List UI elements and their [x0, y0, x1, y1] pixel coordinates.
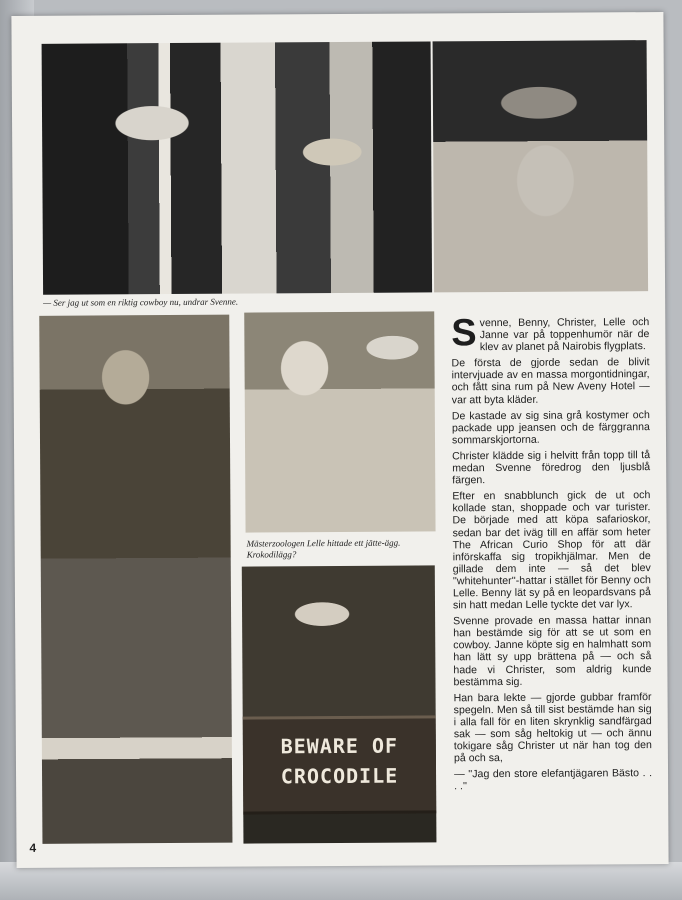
- drop-cap: S: [451, 312, 477, 355]
- caption-egg: Mästerzoologen Lelle hittade ett jätte-ägg. Krokodilägg?: [246, 537, 401, 560]
- sign-line-2: CROCODILE: [280, 763, 399, 789]
- article-paragraph: Svenne provade en massa hattar innan han bestämde sig för att se ut som en cowboy. Janne köpte sig en halmhatt som han lätt sy upp brättena på — och så hade vi Christer, som aldrig kunde bestämma sig.: [453, 614, 652, 688]
- article-paragraph: De första de gjorde sedan de blivit intervjuade av en massa morgontidningar, och fått sina rum på New Aveny Hotel — var att byta kläder.: [451, 356, 650, 406]
- article-paragraph: Christer klädde sig i helvitt från topp till tå medan Svenne föredrog den ljusblå färgen.: [452, 449, 651, 487]
- photo-crocodile-sign: [242, 565, 437, 843]
- crocodile-sign: [243, 715, 437, 814]
- article-body: [451, 312, 653, 797]
- sign-line-1: BEWARE OF: [280, 733, 399, 759]
- article-paragraph: Svenne, Benny, Christer, Lelle och Janne var på toppenhumör när de klev av planet på Nairobis flygplats.: [451, 312, 650, 355]
- caption-top: — Ser jag ut som en riktig cowboy nu, undrar Svenne.: [43, 296, 239, 308]
- photo-lelle-egg-standing: [39, 315, 232, 844]
- photo-cowboy-group: [42, 41, 433, 294]
- article-paragraph: Efter en snabblunch gick de ut och kollade stan, shoppade och var turister. De började med att köpa safarioskor, sedan bar det iväg till en affär som heter The African Curio Shop för att där införskaffa sig tropikhjälmar. Men de gillade dem inte — så det blev ''whitehunter''-hattar i stället för Benny och Lelle. Benny lät sy på en leopardsvans på sin hatt medan Lelle tyckte det var lyx.: [452, 489, 651, 612]
- article-paragraph: De kastade av sig sina grå kostymer och packade upp jeansen och de färggranna sommarskjortorna.: [451, 408, 650, 447]
- background-surface: [0, 862, 682, 900]
- page-number: 4: [29, 840, 37, 855]
- article-paragraph: Han bara lekte — gjorde gubbar framför spegeln. Men så till sist bestämde han sig i alla fall för en liten skrynklig sandfärgad sak — som såg heltokig ut — och ännu tokigare såg Christer ut när han tog den på och sa,: [453, 690, 652, 765]
- photo-hat-portrait: [433, 40, 649, 292]
- magazine-page: [11, 12, 668, 868]
- article-paragraph: — ''Jag den store elefantjägaren Bästo . . . .'': [454, 767, 653, 793]
- photo-two-boys-egg: [244, 311, 435, 532]
